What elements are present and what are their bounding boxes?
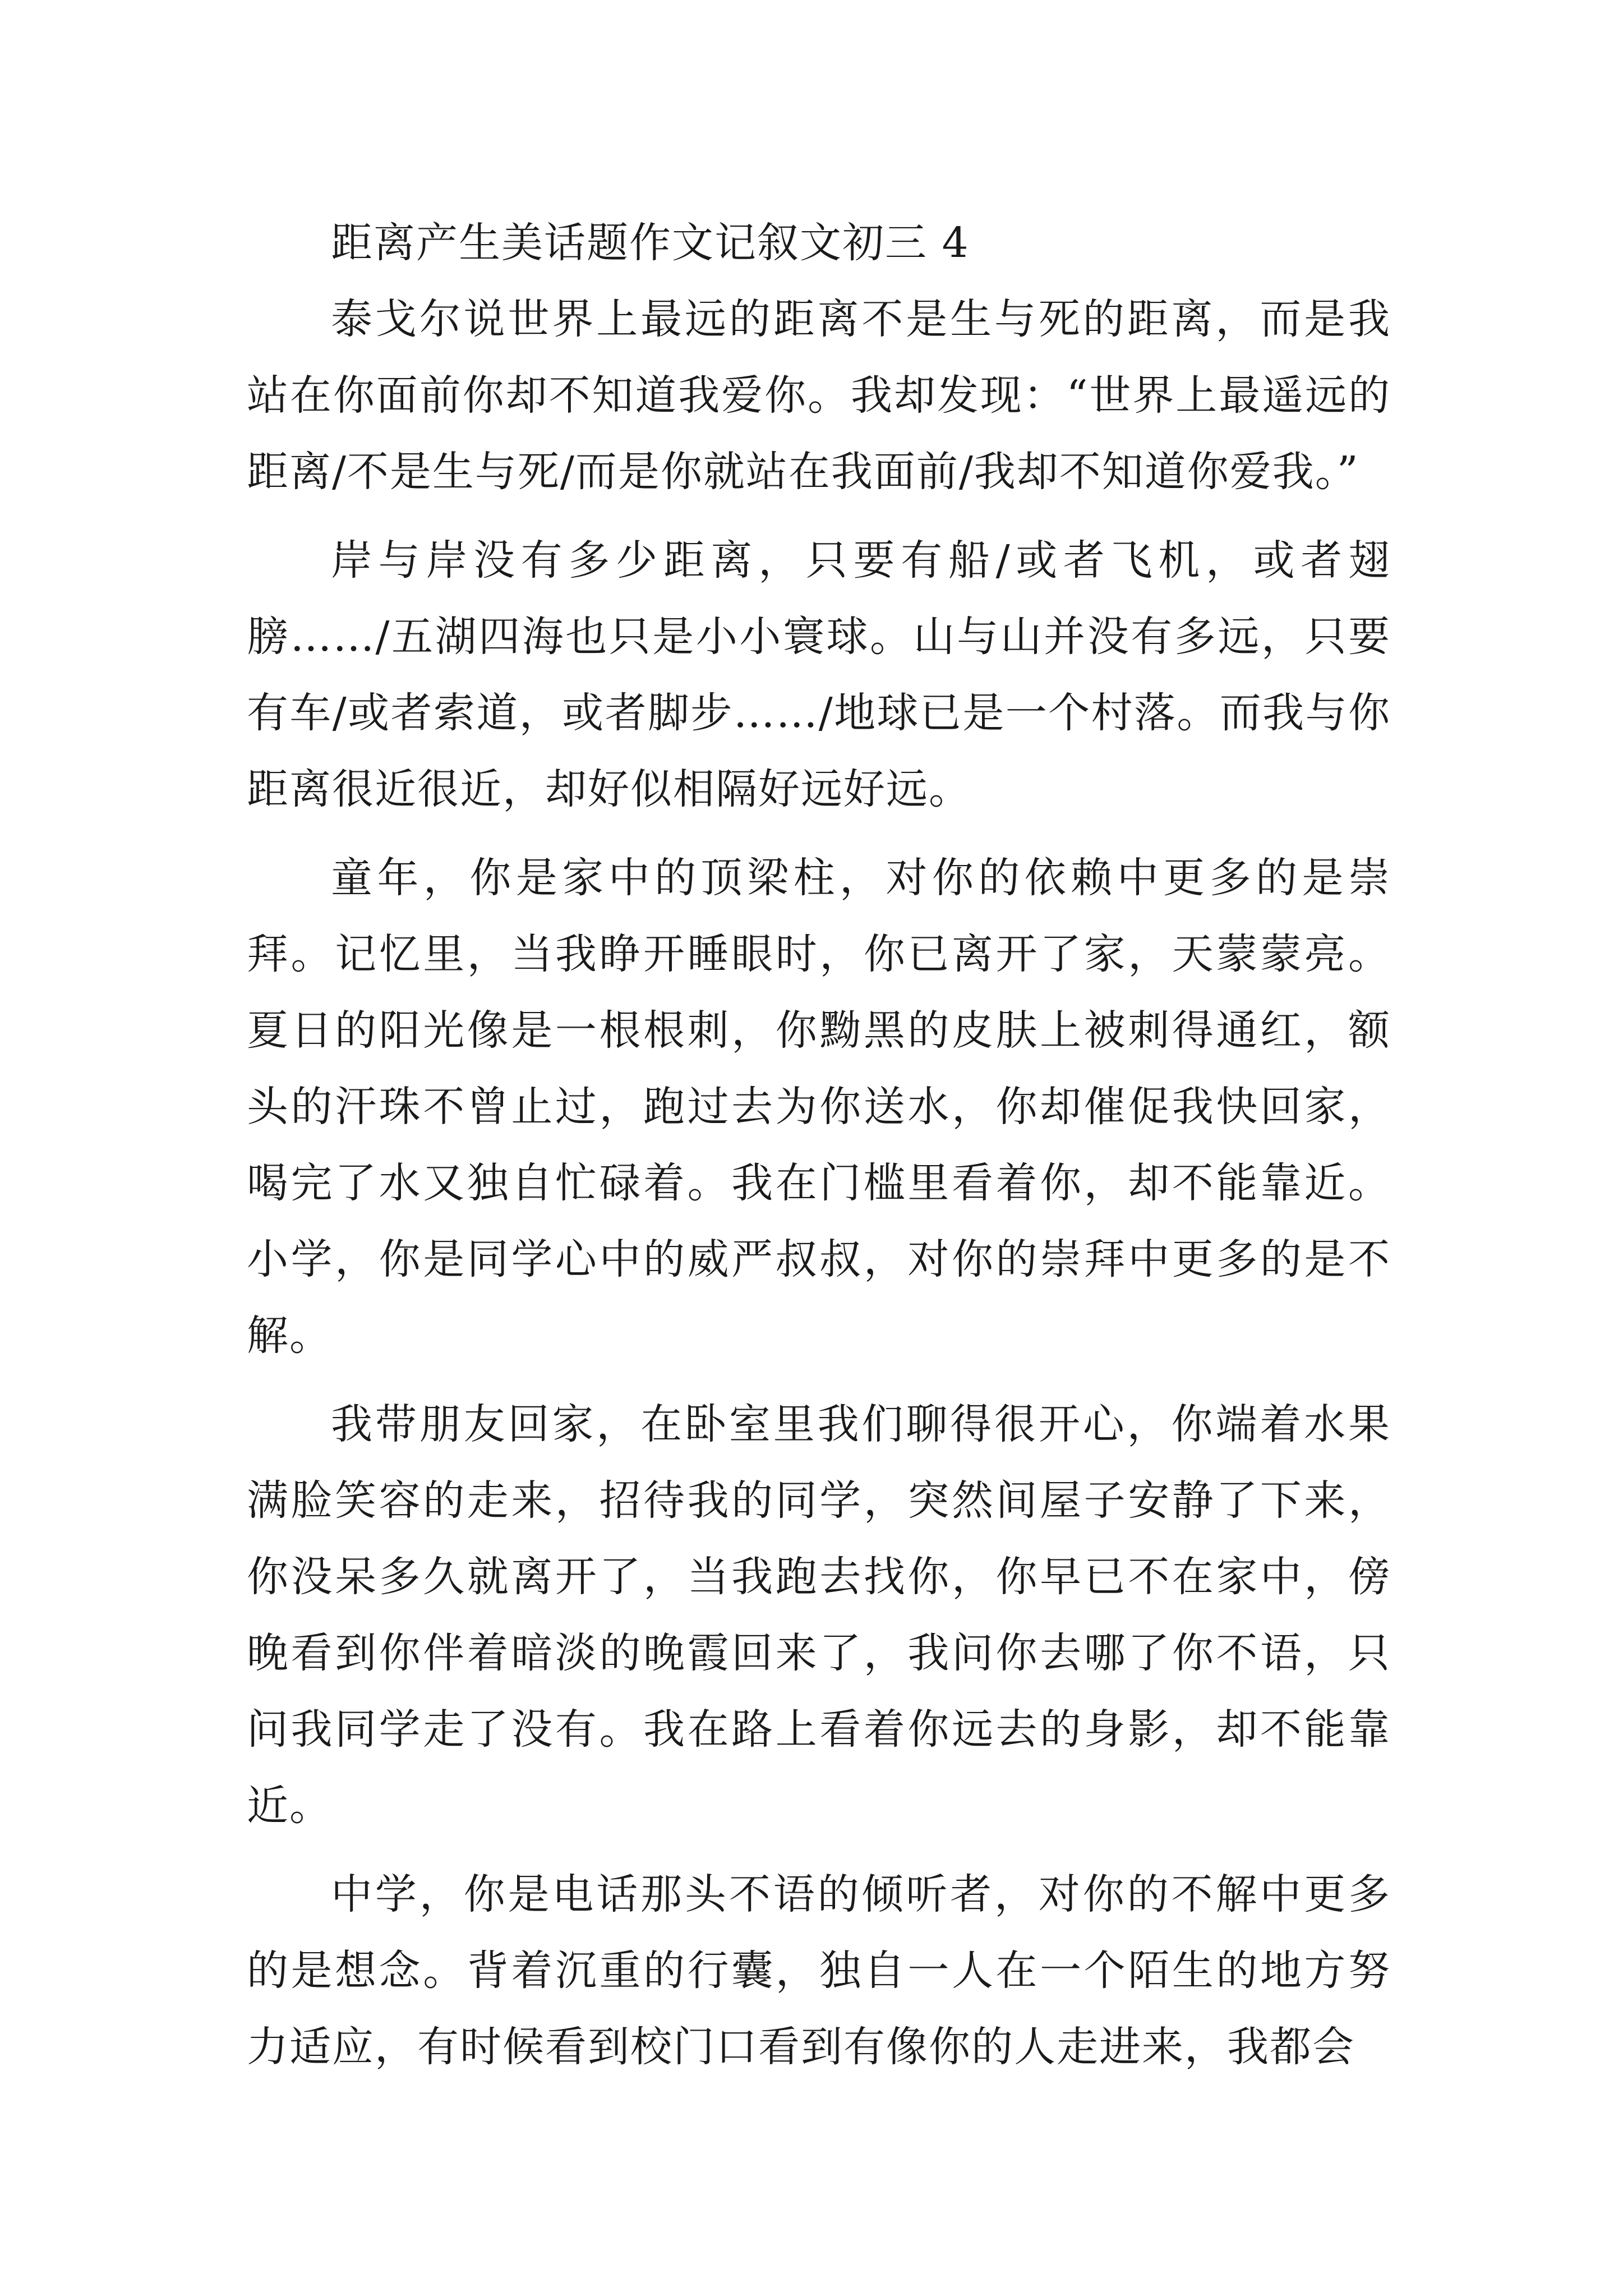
paragraph-3: 童年，你是家中的顶梁柱，对你的依赖中更多的是崇拜。记忆里，当我睁开睡眼时，你已离开了家，天蒙蒙亮。夏日的阳光像是一根根刺，你黝黑的皮肤上被刺得通红，额头的汗珠不曾止过，跑过去为你送水，你却催促我快回家，喝完了水又独自忙碌着。我在门槛里看着你，却不能靠近。小学，你是同学心中的威严叔叔，对你的崇拜中更多的是不解。 [247, 854, 1391, 1360]
paragraph-2: 岸与岸没有多少距离，只要有船/或者飞机，或者翅膀……/五湖四海也只是小小寰球。山与山并没有多远，只要有车/或者索道，或者脚步……/地球已是一个村落。而我与你距离很近很近，却好似相隔好远好远。 [247, 536, 1391, 813]
paragraph-5: 中学，你是电话那头不语的倾听者，对你的不解中更多的是想念。背着沉重的行囊，独自一人在一个陌生的地方努力适应，有时候看到校门口看到有像你的人走进来，我都会 [247, 1870, 1391, 2071]
document-body [247, 205, 1391, 2085]
document-title: 距离产生美话题作文记叙文初三 4 [331, 219, 970, 267]
paragraph-4: 我带朋友回家，在卧室里我们聊得很开心，你端着水果满脸笑容的走来，招待我的同学，突然间屋子安静了下来，你没呆多久就离开了，当我跑去找你，你早已不在家中，傍晚看到你伴着暗淡的晚霞回来了，我问你去哪了你不语，只问我同学走了没有。我在路上看着你远去的身影，却不能靠近。 [247, 1400, 1391, 1830]
paragraph-1: 泰戈尔说世界上最远的距离不是生与死的距离，而是我站在你面前你却不知道我爱你。我却发现：“世界上最遥远的距离/不是生与死/而是你就站在我面前/我却不知道你爱我。” [247, 295, 1391, 496]
